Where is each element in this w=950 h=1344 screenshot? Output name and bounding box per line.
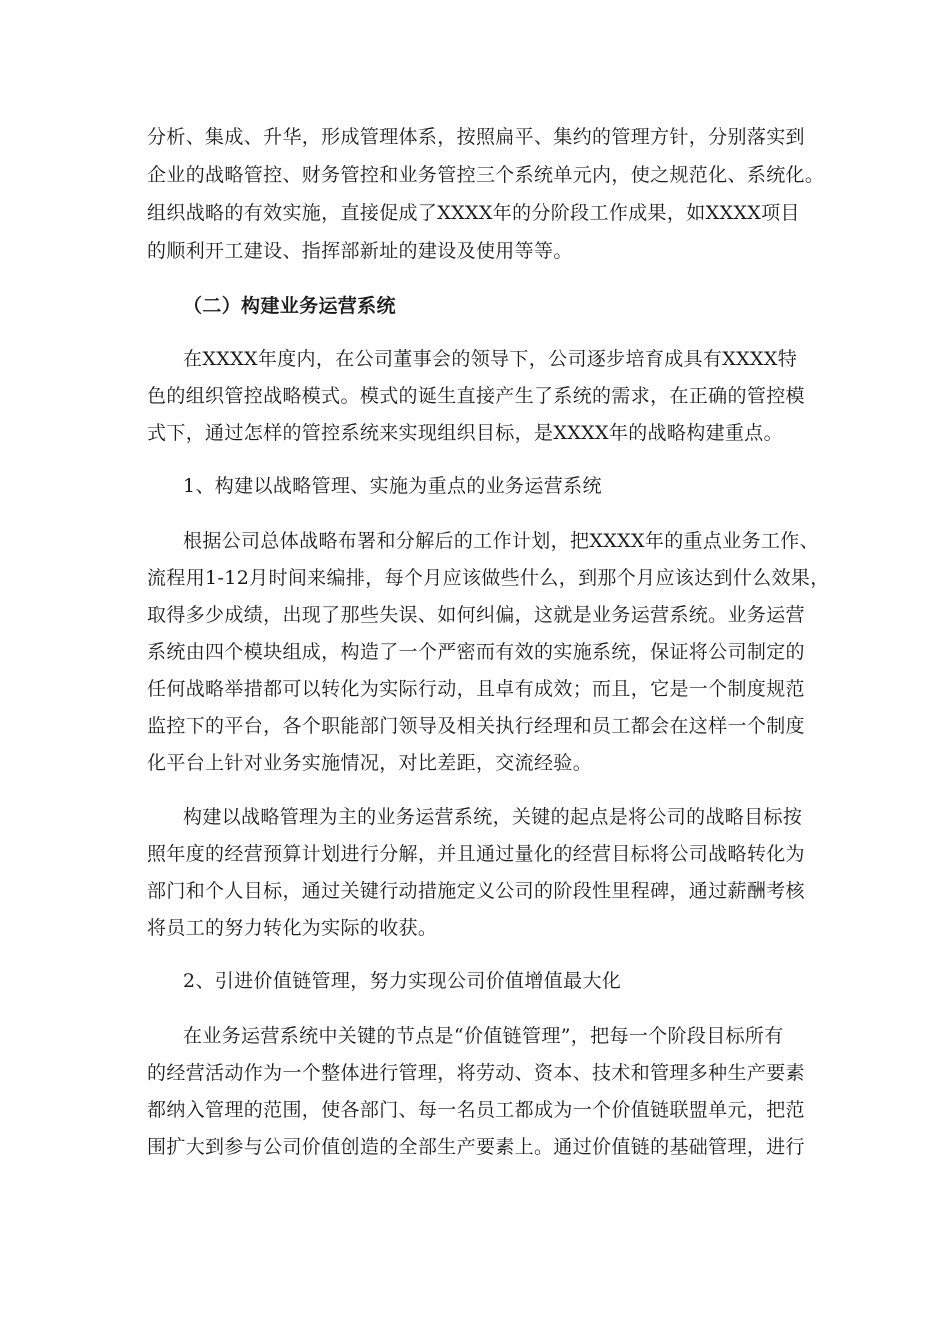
text-line: 分析、集成、升华，形成管理体系，按照扁平、集约的管理方针，分别落实到: [147, 126, 805, 148]
item-1-title: 1、构建以战略管理、实施为重点的业务运营系统: [183, 475, 602, 497]
section-heading: （二）构建业务运营系统: [183, 295, 396, 317]
text-line: 在业务运营系统中关键的节点是“价值链管理”，把每一个阶段目标所有: [183, 1025, 784, 1047]
text-line: 组织战略的有效实施，直接促成了XXXX年的分阶段工作成果，如XXXX项目: [147, 202, 800, 224]
text-line: 式下，通过怎样的管控系统来实现组织目标，是XXXX年的战略构建重点。: [147, 422, 784, 444]
text-line: 流程用1-12月时间来编排，每个月应该做些什么，到那个月应该达到什么效果，: [147, 567, 830, 589]
item-2-title: 2、引进价值链管理，努力实现公司价值增值最大化: [183, 970, 622, 992]
text-line: 企业的战略管控、财务管控和业务管控三个系统单元内，使之规范化、系统化。: [147, 164, 825, 186]
text-line: 照年度的经营预算计划进行分解，并且通过量化的经营目标将公司战略转化为: [147, 843, 805, 865]
text-line: 的经营活动作为一个整体进行管理，将劳动、资本、技术和管理多种生产要素: [147, 1062, 805, 1084]
text-line: 构建以战略管理为主的业务运营系统，关键的起点是将公司的战略目标按: [183, 806, 803, 828]
text-line: 色的组织管控战略模式。模式的诞生直接产生了系统的需求，在正确的管控模: [147, 385, 805, 407]
text-line: 围扩大到参与公司价值创造的全部生产要素上。通过价值链的基础管理，进行: [147, 1136, 805, 1158]
text-line: 系统由四个模块组成，构造了一个严密而有效的实施系统，保证将公司制定的: [147, 641, 805, 663]
text-line: 任何战略举措都可以转化为实际行动，且卓有成效；而且，它是一个制度规范: [147, 678, 805, 700]
text-line: 的顺利开工建设、指挥部新址的建设及使用等等。: [147, 240, 573, 262]
text-line: 化平台上针对业务实施情况，对比差距，交流经验。: [147, 752, 593, 774]
text-line: 根据公司总体战略布署和分解后的工作计划，把XXXX年的重点业务工作、: [183, 530, 820, 552]
text-line: 在XXXX年度内，在公司董事会的领导下，公司逐步培育成具有XXXX特: [183, 348, 798, 370]
text-line: 监控下的平台，各个职能部门领导及相关执行经理和员工都会在这样一个制度: [147, 715, 805, 737]
text-line: 部门和个人目标，通过关键行动措施定义公司的阶段性里程碑，通过薪酬考核: [147, 880, 805, 902]
text-line: 都纳入管理的范围，使各部门、每一名员工都成为一个价值链联盟单元，把范: [147, 1099, 805, 1121]
text-line: 取得多少成绩，出现了那些失误、如何纠偏，这就是业务运营系统。业务运营: [147, 604, 805, 626]
text-line: 将员工的努力转化为实际的收获。: [147, 917, 438, 939]
